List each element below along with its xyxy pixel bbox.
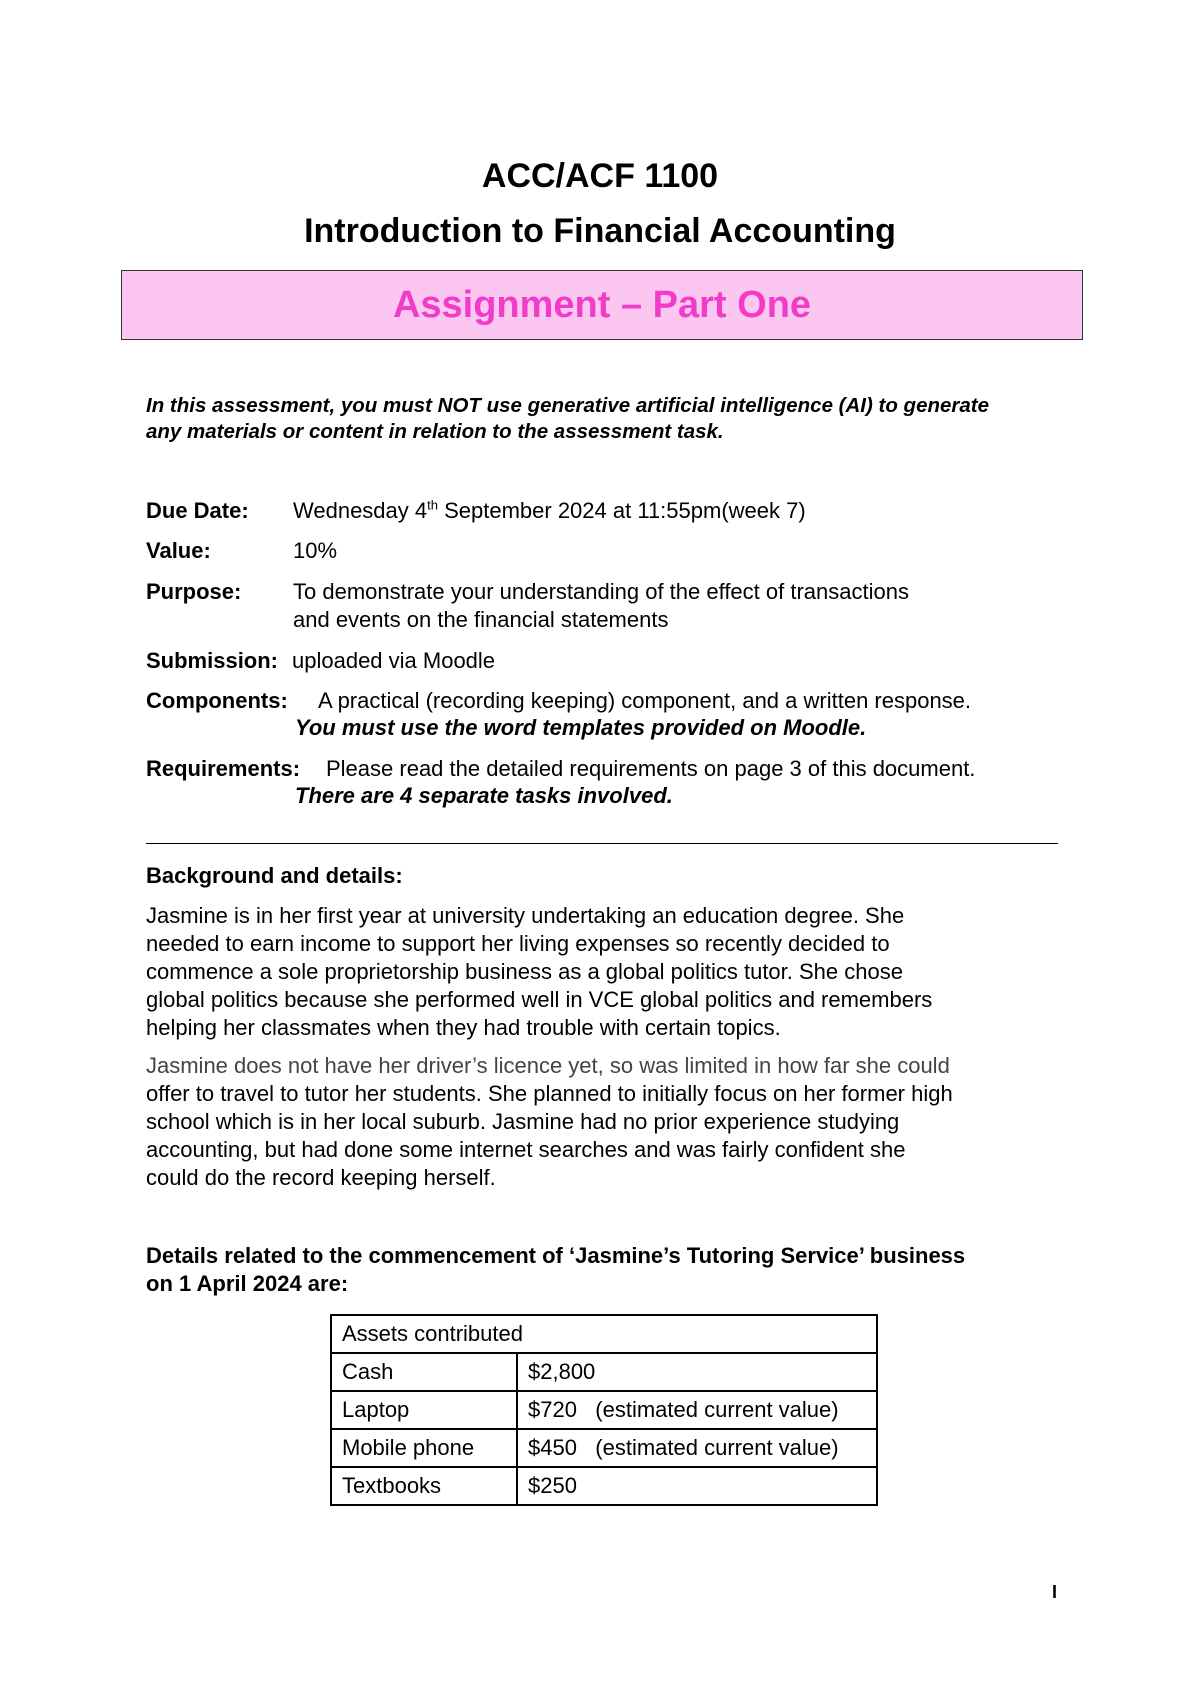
purpose-line-2: and events on the financial statements <box>293 607 669 632</box>
paragraph-line: Jasmine does not have her driver’s licence yet, so was limited in how far she could <box>146 1053 950 1078</box>
submission-value: uploaded via Moodle <box>292 648 496 673</box>
table-row <box>331 1467 877 1505</box>
table-cell-amount: $2,800 <box>517 1353 877 1391</box>
table-header-row <box>331 1315 877 1353</box>
assignment-title: Assignment – Part One <box>392 283 812 326</box>
requirements-line-1: Please read the detailed requirements on page 3 of this document. <box>326 756 976 781</box>
background-heading: Background and details: <box>146 863 403 888</box>
purpose-line-1: To demonstrate your understanding of the effect of transactions <box>293 579 909 604</box>
paragraph-line: helping her classmates when they had trouble with certain topics. <box>146 1015 781 1040</box>
course-code: ACC/ACF 1100 <box>481 157 719 195</box>
requirements-line-2: There are 4 separate tasks involved. <box>295 783 673 808</box>
page-number: I <box>1052 1582 1058 1602</box>
components-line-2: You must use the word templates provided on Moodle. <box>295 715 867 740</box>
section-divider <box>146 843 1058 844</box>
table-cell-amount: $250 <box>517 1467 877 1505</box>
due-date-rest: September 2024 at 11:55pm(week 7) <box>437 498 806 523</box>
purpose-label: Purpose: <box>146 579 242 604</box>
ai-notice <box>146 393 1086 445</box>
paragraph-line: commence a sole proprietorship business as a global politics tutor. She chose <box>146 959 903 984</box>
table-cell-amount: $720 (estimated current value) <box>517 1391 877 1429</box>
components-line-1: A practical (recording keeping) component, and a written response. <box>318 688 972 713</box>
commencement-heading-line-1: Details related to the commencement of ‘Jasmine’s Tutoring Service’ business <box>146 1243 966 1268</box>
assignment-banner <box>121 270 1083 340</box>
due-date-ordinal: th <box>427 497 438 513</box>
table-row <box>331 1429 877 1467</box>
value-value: 10% <box>293 538 338 563</box>
paragraph-line: global politics because she performed well in VCE global politics and remembers <box>146 987 933 1012</box>
paragraph-line: school which is in her local suburb. Jasmine had no prior experience studying <box>146 1109 900 1134</box>
table-cell-item: Mobile phone <box>331 1429 517 1467</box>
paragraph-line: Jasmine is in her first year at university undertaking an education degree. She <box>146 903 905 928</box>
background-paragraph-1 <box>146 902 1066 1042</box>
paragraph-line: accounting, but had done some internet searches and was fairly confident she <box>146 1137 906 1162</box>
course-title: Introduction to Financial Accounting <box>304 212 896 250</box>
components-label: Components: <box>146 688 288 713</box>
table-row <box>331 1391 877 1429</box>
table-cell-item: Laptop <box>331 1391 517 1429</box>
due-date-value <box>293 497 806 525</box>
paragraph-line: offer to travel to tutor her students. She planned to initially focus on her former high <box>146 1081 953 1106</box>
due-date-day: Wednesday 4 <box>293 498 428 523</box>
assets-contributed-table <box>330 1314 878 1506</box>
value-label: Value: <box>146 538 211 563</box>
table-row <box>331 1353 877 1391</box>
background-paragraph-2 <box>146 1052 1066 1192</box>
table-cell-amount: $450 (estimated current value) <box>517 1429 877 1467</box>
paragraph-line: needed to earn income to support her living expenses so recently decided to <box>146 931 890 956</box>
ai-notice-line-2: any materials or content in relation to the assessment task. <box>146 420 724 443</box>
ai-notice-line-1: In this assessment, you must NOT use generative artificial intelligence (AI) to generate <box>146 394 990 417</box>
due-date-label: Due Date: <box>146 498 249 523</box>
table-cell-item: Textbooks <box>331 1467 517 1505</box>
submission-label: Submission: <box>146 648 279 673</box>
paragraph-line: could do the record keeping herself. <box>146 1165 496 1190</box>
table-header-cell: Assets contributed <box>331 1315 877 1353</box>
table-cell-item: Cash <box>331 1353 517 1391</box>
commencement-heading-line-2: on 1 April 2024 are: <box>146 1271 349 1296</box>
commencement-heading <box>146 1242 965 1298</box>
requirements-label: Requirements: <box>146 756 301 781</box>
